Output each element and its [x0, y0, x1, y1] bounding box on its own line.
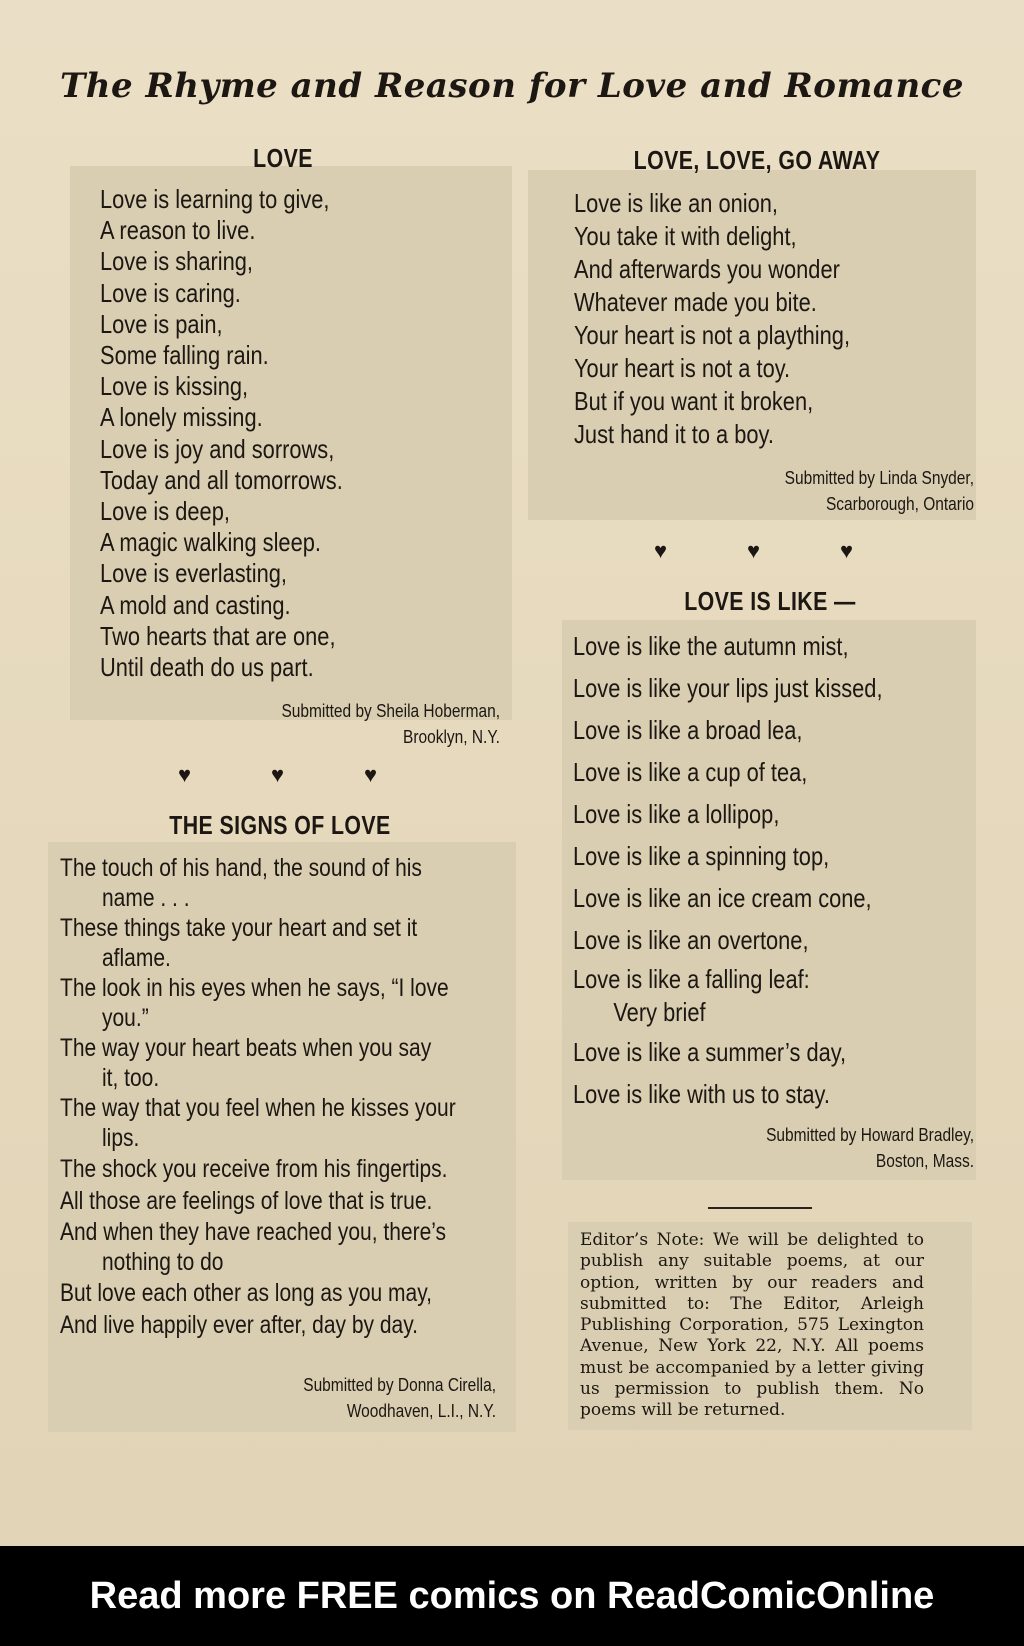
credit-name: Submitted by Linda Snyder, [784, 468, 974, 488]
poem-line: A mold and casting. [100, 589, 291, 620]
poem-line: Love is like an ice cream cone, [573, 883, 872, 913]
poem-signs-lines [60, 853, 531, 1341]
poem-line: Love is like a cup of tea, [573, 757, 808, 787]
poem-line: But if you want it broken, [574, 386, 814, 416]
poem-line: The way that you feel when he kisses your [60, 1094, 456, 1122]
poem-line: Love is like with us to stay. [573, 1079, 830, 1109]
credit-location: Woodhaven, L.I., N.Y. [346, 1401, 496, 1421]
credit-location: Scarborough, Ontario [825, 494, 974, 514]
poem-signs-credit [241, 1372, 496, 1424]
poem-line: The touch of his hand, the sound of his [60, 854, 422, 882]
poem-line: lips. [102, 1124, 140, 1152]
poem-line: A lonely missing. [100, 402, 263, 433]
note-divider [708, 1207, 812, 1209]
poem-line: Your heart is not a toy. [574, 353, 791, 383]
poem-line: And afterwards you wonder [574, 254, 840, 284]
poem-line: You take it with delight, [574, 221, 797, 251]
poem-line: Until death do us part. [100, 652, 314, 683]
credit-name: Submitted by Howard Bradley, [766, 1125, 974, 1145]
poem-line: A reason to live. [100, 215, 256, 246]
poem-line: Love is sharing, [100, 246, 253, 277]
poem-line: The way your heart beats when you say [60, 1034, 432, 1062]
poem-line: Whatever made you bite. [574, 287, 817, 317]
credit-name: Submitted by Donna Cirella, [303, 1375, 496, 1395]
poem-line: The look in his eyes when he says, “I love [60, 974, 449, 1002]
poem-line: Love is like a summer’s day, [573, 1037, 847, 1067]
poem-line: Love is deep, [100, 496, 230, 527]
poem-line: These things take your heart and set it [60, 914, 418, 942]
poem-line: Love is kissing, [100, 371, 249, 402]
poem-line: Love is like a broad lea, [573, 715, 803, 745]
heart-icon: ♥ [364, 762, 378, 787]
poem-love-lines [100, 184, 389, 683]
poem-line: Your heart is not a plaything, [574, 320, 851, 350]
poem-line: Very brief [613, 997, 706, 1027]
poem-love-credit [242, 698, 500, 750]
poem-line: All those are feelings of love that is true. [60, 1187, 433, 1215]
poem-line: Love is pain, [100, 308, 223, 339]
poem-line: Today and all tomorrows. [100, 464, 343, 495]
poem-line: Love is everlasting, [100, 558, 287, 589]
heart-icon: ♥ [747, 538, 761, 563]
poem-line: And live happily ever after, day by day. [60, 1311, 418, 1339]
credit-location: Boston, Mass. [875, 1151, 974, 1171]
poem-line: The shock you receive from his fingertips. [60, 1155, 448, 1183]
readcomiconline-banner[interactable]: Read more FREE comics on ReadComicOnline [0, 1546, 1024, 1646]
poem-line: Love is like an onion, [574, 188, 778, 218]
poem-line: But love each other as long as you may, [60, 1279, 433, 1307]
poem-line: Love is like your lips just kissed, [573, 673, 883, 703]
poem-line: Love is like an overtone, [573, 925, 809, 955]
heart-icon: ♥ [178, 762, 192, 787]
poem-line: Love is learning to give, [100, 184, 330, 214]
poem-line: And when they have reached you, there’s [60, 1218, 447, 1246]
poem-line: A magic walking sleep. [100, 527, 321, 558]
poem-line: nothing to do [102, 1248, 224, 1276]
poem-love-is-like-credit [687, 1122, 974, 1174]
poem-line: Two hearts that are one, [100, 620, 336, 651]
heart-icon: ♥ [271, 762, 285, 787]
poem-line: Love is caring. [100, 277, 241, 308]
poem-title-love: LOVE [253, 143, 313, 173]
poem-line: Love is like the autumn mist, [573, 631, 849, 661]
poem-go-away-credit [687, 465, 974, 517]
heart-icon: ♥ [654, 538, 668, 563]
heart-divider-left [0, 762, 378, 792]
poem-line: Love is like a falling leaf: [573, 964, 810, 994]
heart-icon: ♥ [840, 538, 854, 563]
poem-line: Love is joy and sorrows, [100, 433, 335, 464]
poem-line: Love is like a spinning top, [573, 841, 830, 871]
poem-line: aflame. [102, 944, 171, 972]
poem-line: Some falling rain. [100, 340, 269, 371]
poem-line: Just hand it to a boy. [574, 419, 774, 449]
poem-love-is-like-lines [573, 625, 941, 1115]
poem-title-love-is-like: LOVE IS LIKE — [684, 586, 856, 616]
poem-line: Love is like a lollipop, [573, 799, 780, 829]
editors-note: Editor’s Note: We will be delighted to publish any suitable poems, at our option, written by our readers and submitted to: The Editor, Arleigh Publishing Corporation, 575 Lexington Avenue, New York 22, N.Y. All poems must be accompanied by a letter giving us permission to publish them. No poems will be returned. [580, 1230, 924, 1421]
credit-name: Submitted by Sheila Hoberman, [281, 701, 500, 721]
poem-line: name . . . [102, 884, 190, 912]
poem-title-go-away: LOVE, LOVE, GO AWAY [633, 145, 881, 175]
credit-location: Brooklyn, N.Y. [403, 727, 500, 747]
poem-line: you.” [102, 1004, 149, 1032]
poem-line: it, too. [102, 1064, 160, 1092]
poem-go-away-lines [574, 187, 903, 451]
page-header-title: The Rhyme and Reason for Love and Romance [59, 66, 965, 106]
poem-title-signs: THE SIGNS OF LOVE [169, 810, 391, 840]
